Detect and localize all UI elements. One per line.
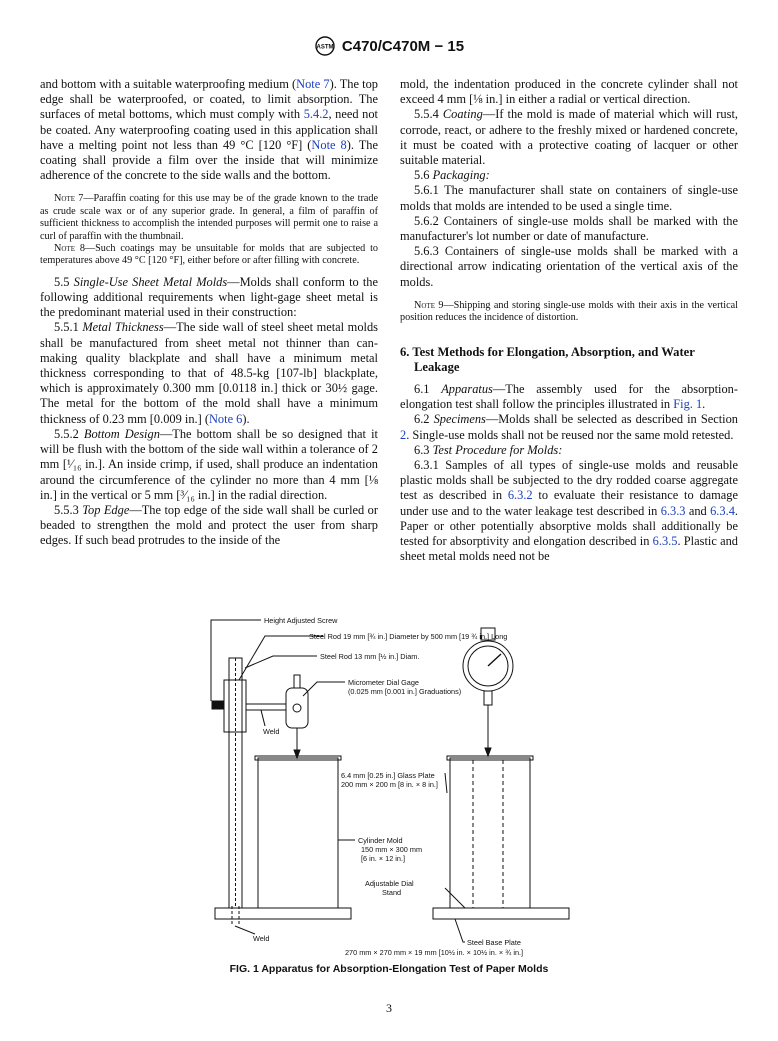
section-6-2: 6.2 Specimens—Molds shall be selected as described in Section 2. Single-use molds shall not be reused nor the same mold retested. xyxy=(400,412,738,442)
label-weld-bottom: Weld xyxy=(253,934,270,943)
section-5-5-1: 5.5.1 Metal Thickness—The side wall of steel sheet metal molds shall be manufactured from sheet metal not thinner than can-making quality blackplate and shall have a minimum metal thickness corresponding to that of 48.5-kg [107-lb] blackplate, which is approximately 0.300 mm [0.0118 in.] thick or 30½ gage. The metal for the bottom of the mold shall have a minimum thickness of 0.23 mm [0.009 in.] (Note 6). xyxy=(40,320,378,426)
label-steel-rod-19: Steel Rod 19 mm [¾ in.] Diameter by 500 mm [19 ¾ in.] Long xyxy=(309,632,508,641)
section-link[interactable]: 2 xyxy=(400,427,407,442)
standard-designation: C470/C470M − 15 xyxy=(341,37,465,55)
label-cylinder-mold: Cylinder Mold xyxy=(358,836,403,845)
left-base-plate xyxy=(215,908,351,919)
label-glass-plate-size: 200 mm × 200 m [8 in. × 8 in.] xyxy=(341,780,438,789)
horizontal-arm xyxy=(246,704,286,710)
section-5-6: 5.6 Packaging: xyxy=(414,168,490,183)
astm-logo-icon xyxy=(314,36,336,56)
label-dial-stand: Adjustable Dial xyxy=(365,879,414,888)
label-steel-rod-13: Steel Rod 13 mm [½ in.] Diam. xyxy=(320,652,420,661)
section-link[interactable]: 5.4.2 xyxy=(303,107,329,122)
right-cylinder-mold xyxy=(450,758,530,908)
note-link[interactable]: Note 8 xyxy=(311,137,347,152)
section-5-5-3: 5.5.3 Top Edge—The top edge of the side wall shall be curled or beaded to strengthen the mold and protect the user from sharp edges. If such bead protrudes to the inside of the xyxy=(40,502,378,548)
section-link[interactable]: 6.3.3 xyxy=(660,503,686,518)
page-number: 3 xyxy=(386,1001,392,1015)
label-dial-gage-grad: (0.025 mm [0.001 in.] Graduations) xyxy=(348,687,462,696)
left-cylinder-mold xyxy=(258,758,338,908)
label-base-plate: Steel Base Plate xyxy=(467,938,521,947)
apparatus-diagram xyxy=(205,608,575,963)
label-height-screw: Height Adjusted Screw xyxy=(264,616,338,625)
section-link[interactable]: 6.3.5 xyxy=(652,534,678,549)
section-5-5-2: 5.5.2 Bottom Design—The bottom shall be so designed that it will be flush with the bottom of the side wall within a tolerance of 2 mm [¹⁄₁₆ in.]. An inside crimp, if used, shall produce an indentation around the circumference of the cylinder no more than 4 mm [⅛ in.] in the vertical or 5 mm [³⁄₁₆ in.] in the radial direction. xyxy=(40,426,378,502)
section-5-5-4: 5.5.4 Coating—If the mold is made of material which will rust, corrode, react, or adhere to the freshly mixed or hardened concrete, it must be coated with a protective coating of lacquer or other suitable material. xyxy=(400,107,738,168)
svg-text:ASTM: ASTM xyxy=(316,44,334,51)
left-column xyxy=(40,77,378,549)
section-link[interactable]: 6.3.2 xyxy=(507,488,533,503)
section-6-3-1: 6.3.1 Samples of all types of single-use molds and reusable plastic molds shall be subjected to the dry rodded coarse aggregate test as described in 6.3.2 to evaluate their resistance to damage under use and to the water leakage test described in 6.3.3 and 6.3.4. Paper or other potentially absorptive molds shall additionally be tested for absorptivity and elongation described in 6.3.5. Plastic and sheet metal molds need not be xyxy=(400,458,738,564)
note-8: Note 8—Such coatings may be unsuitable for molds that are subjected to temperatures above 49 °C [120 °F], either before or after filling with concrete. xyxy=(40,243,378,267)
section-5-6-1: 5.6.1 The manufacturer shall state on containers of single-use molds that molds are intended to be used a single time. xyxy=(400,183,738,213)
label-weld-top: Weld xyxy=(263,727,280,736)
note-7: Note 7—Paraffin coating for this use may be of the grade known to the trade as crude scale wax or of any superior grade. In general, a film of paraffin of sufficient thickness to accomplish the intended purposes will permit one to raise a curl of paraffin with the thumbnail. xyxy=(40,193,378,242)
note-9: Note 9—Shipping and storing single-use molds with their axis in the vertical position reduces the incidence of distortion. xyxy=(400,299,738,324)
label-dial-stand-2: Stand xyxy=(382,888,402,897)
paragraph: mold, the indentation produced in the concrete cylinder shall not exceed 4 mm [⅛ in.] in either a radial or vertical direction. xyxy=(400,77,738,107)
section-5-5: 5.5 Single-Use Sheet Metal Molds—Molds shall conform to the following additional requirements when light-gage sheet metal is the predominant material used in their construction: xyxy=(40,274,378,320)
label-glass-plate: 6.4 mm [0.25 in.] Glass Plate xyxy=(341,771,435,780)
figure-link[interactable]: Fig. 1 xyxy=(673,397,703,412)
section-6-3: 6.3 Test Procedure for Molds: xyxy=(414,442,563,457)
label-dial-gage: Micrometer Dial Gage xyxy=(348,678,419,687)
note-link[interactable]: Note 7 xyxy=(296,77,330,91)
section-link[interactable]: 6.3.4 xyxy=(710,503,735,518)
right-column xyxy=(400,77,738,565)
height-screw-knob xyxy=(212,701,224,709)
section-5-6-3: 5.6.3 Containers of single-use molds shall be marked with a directional arrow indicating orientation of the vertical axis of the molds. xyxy=(400,244,738,289)
figure-caption: FIG. 1 Apparatus for Absorption-Elongation Test of Paper Molds xyxy=(229,963,549,975)
right-base-plate xyxy=(433,908,569,919)
paragraph: and bottom with a suitable waterproofing medium (Note 7). The top edge shall be waterproofed, or coated, to limit absorption. The surfaces of metal bottoms, which must comply with 5.4.2, need not be coated. Any waterproofing coating used in this application shall have a melting point not less than 49 °C [120 °F] (Note 8). The coating shall provide a film over the inside that will minimize adherence of the concrete to the side walls and the bottom. xyxy=(40,77,378,183)
section-6-heading: 6. Test Methods for Elongation, Absorption, and Water Leakage xyxy=(400,344,695,374)
section-5-6-2: 5.6.2 Containers of single-use molds shall be marked with the manufacturer's lot number or date of manufacture. xyxy=(400,213,738,244)
page-header xyxy=(0,36,778,61)
section-6-1: 6.1 Apparatus—The assembly used for the absorption-elongation test shall follow the principles illustrated in Fig. 1. xyxy=(400,382,738,412)
note-link[interactable]: Note 6 xyxy=(208,411,243,426)
label-base-plate-size: 270 mm × 270 mm × 19 mm [10½ in. × 10½ in. × ¾ in.] xyxy=(345,948,524,957)
label-cylinder-size-in: [6 in. × 12 in.] xyxy=(361,854,406,863)
label-cylinder-size: 150 mm × 300 mm xyxy=(361,845,423,854)
